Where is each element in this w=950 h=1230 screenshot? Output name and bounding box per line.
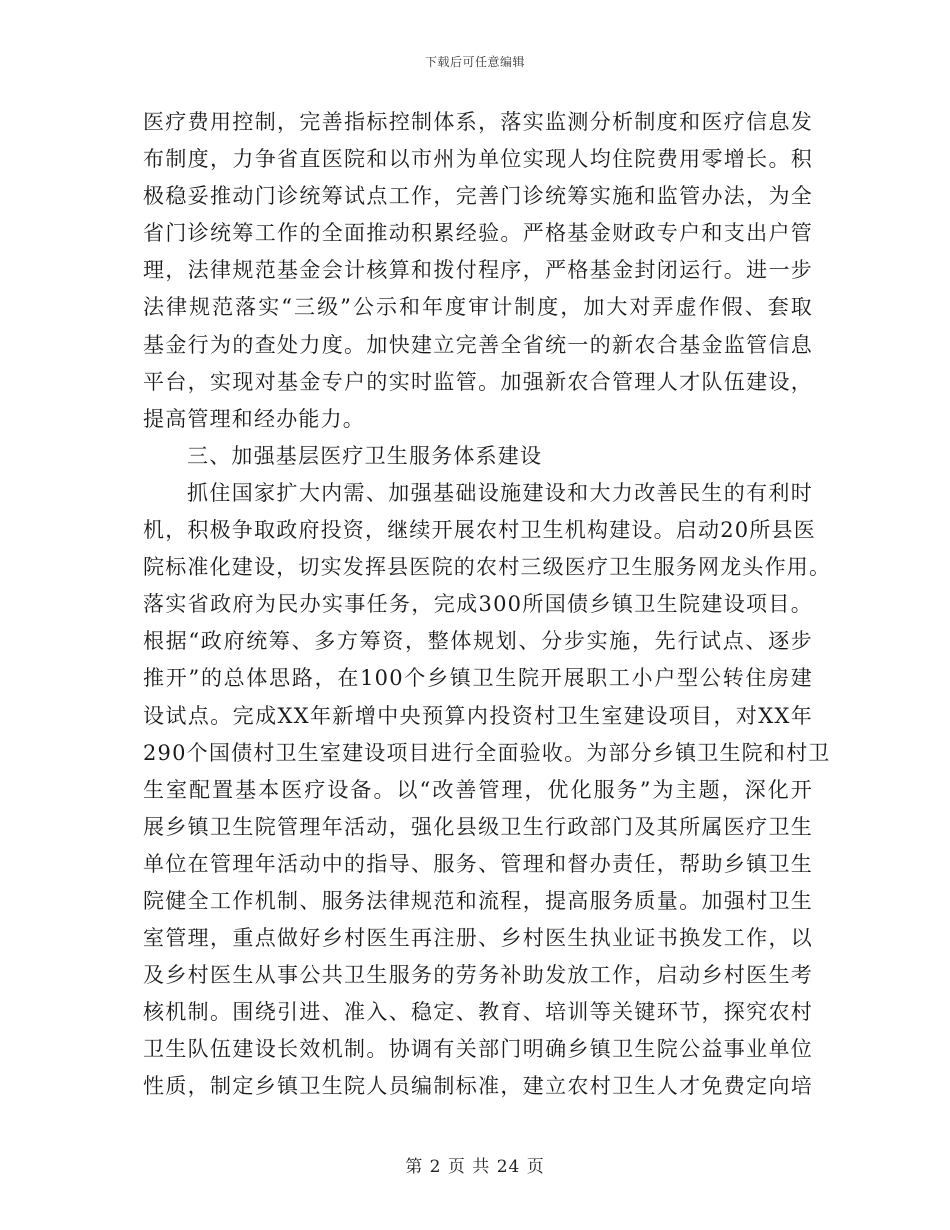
- text-line: 院标准化建设，切实发挥县医院的农村三级医疗卫生服务网龙头作用。: [143, 555, 832, 580]
- text-line: 基金行为的查处力度。加快建立完善全省统一的新农合基金监管信息: [143, 332, 813, 357]
- text-line: 根据“政府统筹、多方筹资，整体规划、分步实施，先行试点、逐步: [143, 629, 813, 654]
- section-heading: 三、加强基层医疗卫生服务体系建设: [187, 443, 543, 468]
- document-body: [143, 104, 832, 1106]
- text-line: 推开”的总体思路，在100个乡镇卫生院开展职工小户型公转住房建: [143, 666, 813, 691]
- text-line: 医疗费用控制，完善指标控制体系，落实监测分析制度和医疗信息发: [143, 110, 813, 134]
- text-line: 290个国债村卫生室建设项目进行全面验收。为部分乡镇卫生院和村卫: [143, 740, 831, 765]
- text-line: 设试点。完成XX年新增中央预算内投资村卫生室建设项目，对XX年: [143, 703, 813, 728]
- text-line: 落实省政府为民办实事任务，完成300所国债乡镇卫生院建设项目。: [143, 592, 813, 617]
- text-line: 理，法律规范基金会计核算和拨付程序，严格基金封闭运行。进一步: [143, 258, 813, 283]
- text-line: 极稳妥推动门诊统筹试点工作，完善门诊统筹实施和监管办法，为全: [143, 184, 813, 209]
- text-line: 展乡镇卫生院管理年活动，强化县级卫生行政部门及其所属医疗卫生: [143, 814, 813, 839]
- text-line: 法律规范落实“三级”公示和年度审计制度，加大对弄虚作假、套取: [143, 295, 813, 320]
- text-line: 及乡村医生从事公共卫生服务的劳务补助发放工作，启动乡村医生考: [143, 963, 813, 988]
- text-line: 生室配置基本医疗设备。以“改善管理，优化服务”为主题，深化开: [143, 777, 813, 802]
- text-line: 核机制。围绕引进、准入、稳定、教育、培训等关键环节，探究农村: [143, 1000, 813, 1025]
- page-number-footer: 第 2 页 共 24 页: [405, 1157, 545, 1177]
- text-line: 布制度，力争省直医院和以市州为单位实现人均住院费用零增长。积: [143, 147, 813, 172]
- text-line: 室管理，重点做好乡村医生再注册、乡村医生执业证书换发工作，以: [143, 926, 813, 951]
- text-line: 机，积极争取政府投资，继续开展农村卫生机构建设。启动20所县医: [143, 518, 816, 543]
- text-line: 提高管理和经办能力。: [143, 406, 365, 431]
- paragraph-first-line: 抓住国家扩大内需、加强基础设施建设和大力改善民生的有利时: [187, 480, 813, 505]
- text-line: 省门诊统筹工作的全面推动积累经验。严格基金财政专户和支出户管: [143, 221, 813, 246]
- text-line: 单位在管理年活动中的指导、服务、管理和督办责任，帮助乡镇卫生: [143, 851, 813, 876]
- page-header: 下载后可任意编辑: [424, 55, 525, 69]
- text-line: 平台，实现对基金专户的实时监管。加强新农合管理人才队伍建设，: [143, 369, 813, 394]
- text-line: 院健全工作机制、服务法律规范和流程，提高服务质量。加强村卫生: [143, 888, 813, 913]
- text-line: 性质，制定乡镇卫生院人员编制标准，建立农村卫生人才免费定向培: [143, 1074, 813, 1099]
- text-line: 卫生队伍建设长效机制。协调有关部门明确乡镇卫生院公益事业单位: [143, 1037, 813, 1062]
